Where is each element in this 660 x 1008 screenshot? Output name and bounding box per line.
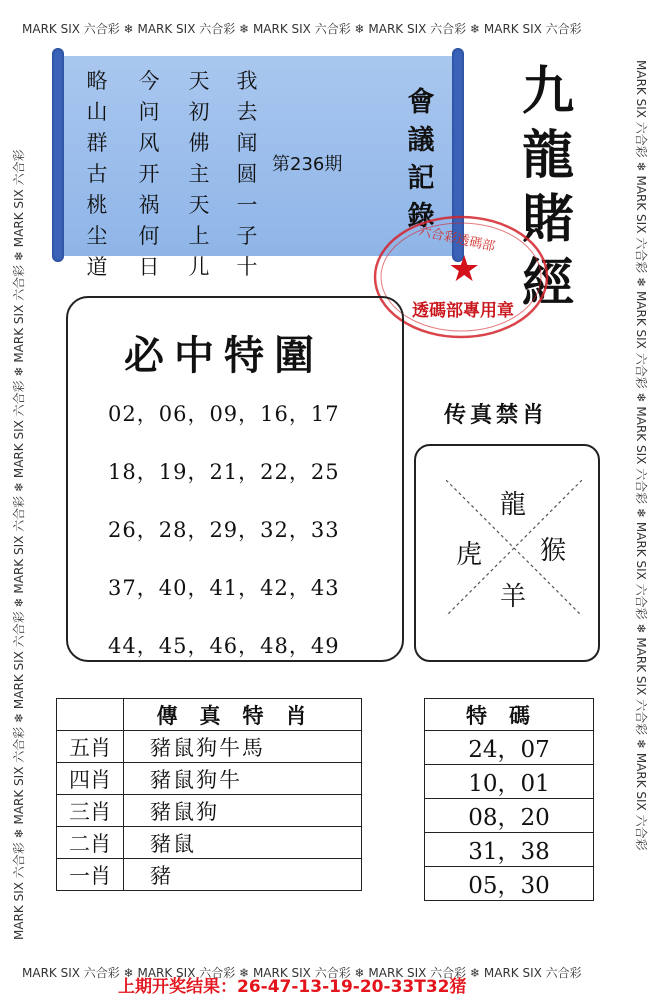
scroll-rod-left: [52, 48, 64, 262]
special-code-header: 特碼: [425, 699, 594, 731]
row-value: 豬鼠狗牛馬: [124, 731, 362, 763]
table-row: [57, 859, 362, 891]
zodiac-goat: 羊: [500, 582, 527, 612]
row-value: 豬鼠狗牛: [124, 763, 362, 795]
table-row: [425, 867, 594, 901]
table-row: [57, 731, 362, 763]
poem-column-3: 今问风开祸何日: [138, 69, 160, 279]
table-header-blank: [57, 699, 124, 731]
forbidden-zodiac-title: 传真禁肖: [444, 402, 549, 428]
row-label: 三肖: [57, 795, 124, 827]
zodiac-dragon: 龍: [500, 490, 527, 520]
table-header-row: [57, 699, 362, 731]
watermark-bottom: MARK SIX 六合彩 ❄ MARK SIX 六合彩 ❄ MARK SIX 六合彩 ❄ MARK SIX 六合彩 ❄ MARK SIX 六合彩: [22, 966, 582, 980]
row-label: 五肖: [57, 731, 124, 763]
table-row: [425, 833, 594, 867]
fax-zodiac-table: [56, 698, 362, 891]
row-value: 豬: [124, 859, 362, 891]
table-header-row: [425, 699, 594, 731]
row-value: 豬鼠狗: [124, 795, 362, 827]
issue-number: 第236期: [272, 154, 343, 175]
meeting-record-label: 會議記錄: [407, 87, 435, 232]
stamp-label: 透碼部專用章: [412, 301, 514, 321]
code-value: 05，30: [425, 867, 594, 901]
row-label: 一肖: [57, 859, 124, 891]
number-row: 18，19，21，22，25: [108, 460, 340, 484]
table-row: [57, 795, 362, 827]
special-code-table: [424, 698, 594, 901]
watermark-right: MARK SIX 六合彩 ❄ MARK SIX 六合彩 ❄ MARK SIX 六合彩 ❄ MARK SIX 六合彩 ❄ MARK SIX 六合彩 ❄ MARK SIX 六合彩 ❄ MARK SIX 六合彩: [634, 60, 648, 851]
star-icon: ★: [448, 249, 481, 290]
table-row: [425, 731, 594, 765]
row-value: 豬鼠: [124, 827, 362, 859]
watermark-left: MARK SIX 六合彩 ❄ MARK SIX 六合彩 ❄ MARK SIX 六合彩 ❄ MARK SIX 六合彩 ❄ MARK SIX 六合彩 ❄ MARK SIX 六合彩 ❄ MARK SIX 六合彩: [12, 149, 26, 940]
poem-column-2: 天初佛主天上儿: [188, 69, 210, 279]
watermark-top: MARK SIX 六合彩 ❄ MARK SIX 六合彩 ❄ MARK SIX 六合彩 ❄ MARK SIX 六合彩 ❄ MARK SIX 六合彩: [22, 22, 582, 36]
zodiac-monkey: 猴: [540, 536, 567, 566]
code-value: 24，07: [425, 731, 594, 765]
number-row: 37，40，41，42，43: [108, 576, 340, 600]
fax-zodiac-header: 傳真特肖: [124, 699, 362, 731]
table-row: [57, 763, 362, 795]
code-value: 08，20: [425, 799, 594, 833]
number-row: 02，06，09，16，17: [108, 402, 340, 426]
table-row: [425, 765, 594, 799]
stamp-arc-text: 六合彩透碼部: [416, 224, 497, 255]
code-value: 10，01: [425, 765, 594, 799]
row-label: 四肖: [57, 763, 124, 795]
code-value: 31，38: [425, 833, 594, 867]
last-draw-result: 上期开奖结果：26-47-13-19-20-33T32猪: [118, 977, 467, 997]
table-row: [57, 827, 362, 859]
row-label: 二肖: [57, 827, 124, 859]
zodiac-tiger: 虎: [456, 540, 483, 570]
special-numbers-title: 必中特圍: [124, 332, 324, 379]
poster-title: 九龍賭經: [521, 61, 574, 314]
table-row: [425, 799, 594, 833]
number-row: 44，45，46，48，49: [108, 634, 340, 658]
number-row: 26，28，29，32，33: [108, 518, 340, 542]
poem-column-4: 略山群古桃尘道: [86, 69, 108, 279]
poem-column-1: 我去闻圆一子十: [236, 69, 258, 279]
